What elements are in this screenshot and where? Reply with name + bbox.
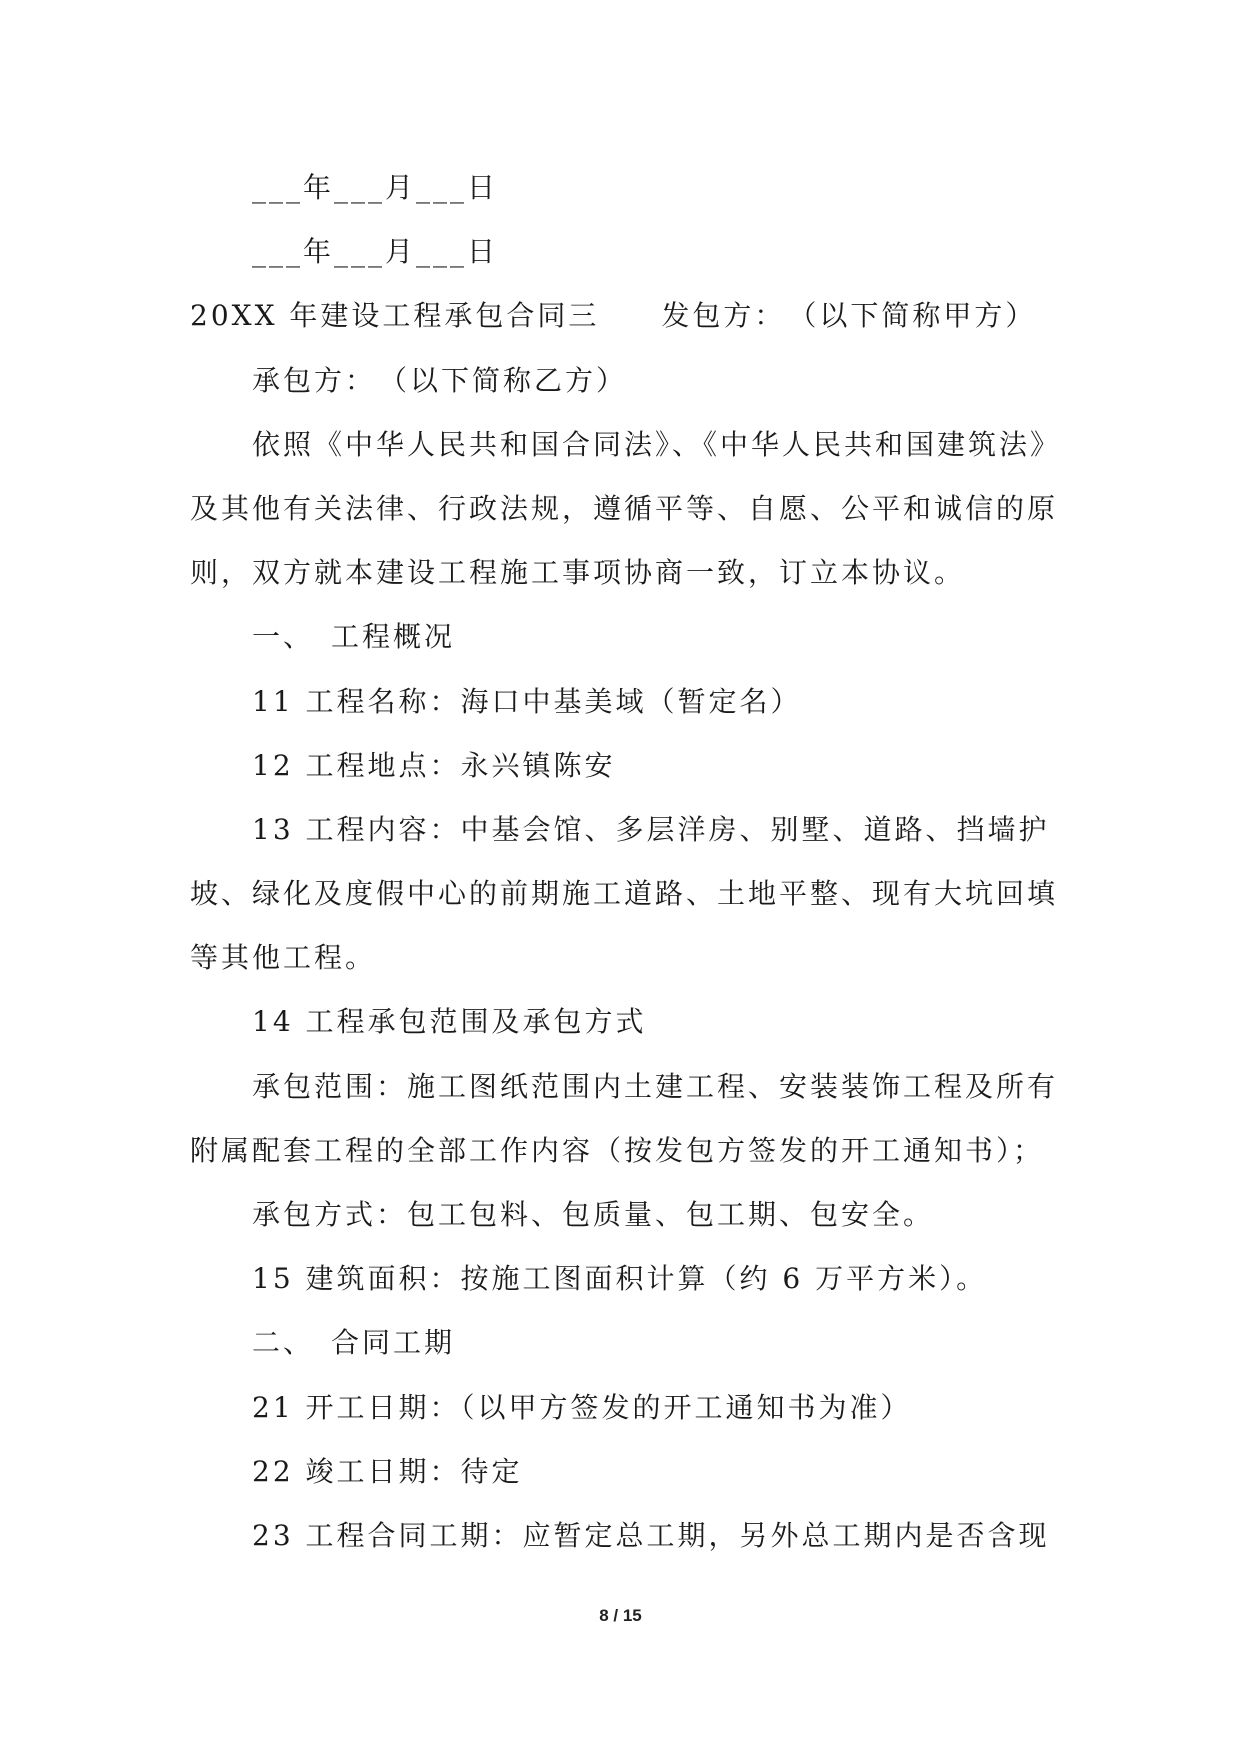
clause-continuation: 附属配套工程的全部工作内容（按发包方签发的开工通知书）；: [190, 1133, 1045, 1167]
clause-line: 23 工程合同工期：应暂定总工期，另外总工期内是否含现: [252, 1518, 1050, 1552]
paragraph-line: 依照《中华人民共和国合同法》、《中华人民共和国建筑法》: [252, 427, 1062, 461]
clause-continuation: 坡、绿化及度假中心的前期施工道路、土地平整、现有大坑回填: [190, 877, 1059, 911]
page-number: 8 / 15: [599, 1606, 642, 1625]
date-line: ___年___月___日: [252, 171, 499, 204]
clause-line: 11 工程名称：海口中基美域（暂定名）: [252, 684, 802, 718]
clause-line: 15 建筑面积：按施工图面积计算（约 6 万平方米）。: [252, 1262, 988, 1296]
section-heading: 一、 工程概况: [252, 620, 456, 654]
section-heading: 二、 合同工期: [252, 1326, 456, 1360]
clause-line: 12 工程地点：永兴镇陈安: [252, 748, 616, 782]
paragraph-line: 则，双方就本建设工程施工事项协商一致，订立本协议。: [190, 556, 966, 590]
clause-line: 承包方式：包工包料、包质量、包工期、包安全。: [252, 1198, 935, 1231]
clause-line: 14 工程承包范围及承包方式: [252, 1005, 647, 1039]
clause-line: 13 工程内容：中基会馆、多层洋房、别墅、道路、挡墙护: [252, 812, 1050, 846]
contract-title-line: 20XX 年建设工程承包合同三 发包方： （以下简称甲方）: [190, 299, 1037, 333]
paragraph-line: 及其他有关法律、行政法规，遵循平等、自愿、公平和诚信的原: [190, 491, 1059, 525]
date-line: ___年___月___日: [252, 235, 499, 269]
clause-continuation: 等其他工程。: [190, 941, 377, 975]
clause-line: 22 竣工日期：待定: [252, 1454, 523, 1488]
contractor-line: 承包方： （以下简称乙方）: [252, 363, 628, 397]
clause-line: 21 开工日期：（以甲方签发的开工通知书为准）: [252, 1390, 912, 1424]
clause-line: 承包范围：施工图纸范围内土建工程、安装装饰工程及所有: [252, 1069, 1059, 1103]
document-body: [190, 156, 1060, 1568]
